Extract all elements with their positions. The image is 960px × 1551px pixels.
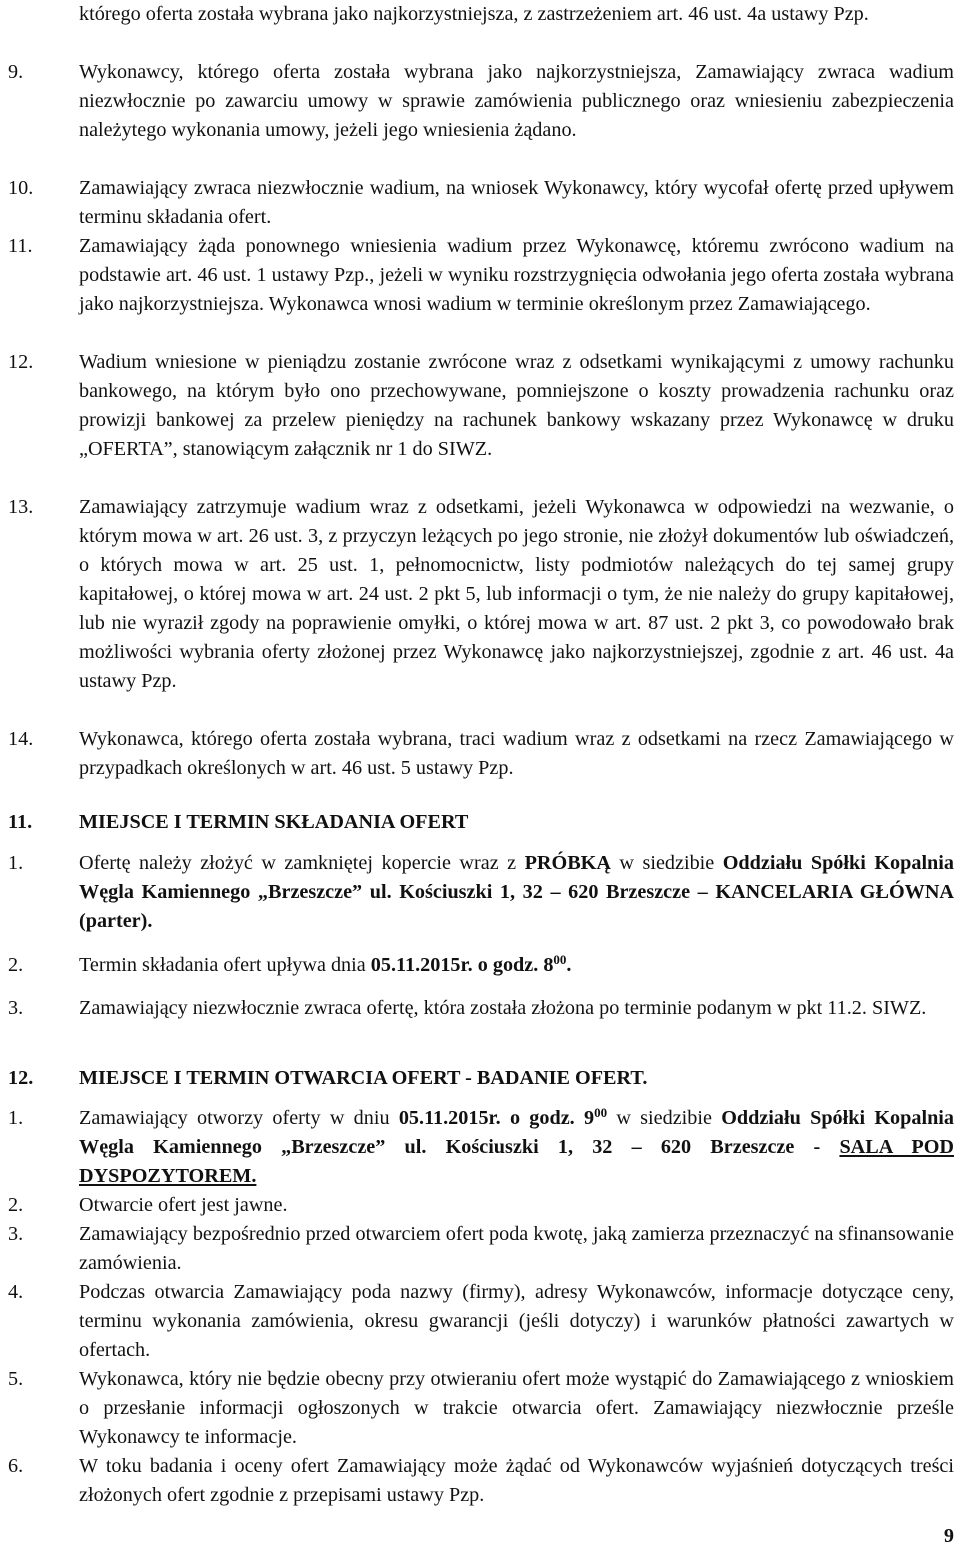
list-item: [0, 1104, 954, 1191]
item-text: [79, 1104, 954, 1191]
list-item: [0, 1278, 954, 1365]
list-item: [0, 1365, 954, 1452]
item-number: 2.: [8, 954, 24, 976]
item-number: 9.: [8, 61, 24, 83]
item-text: Otwarcie ofert jest jawne.: [79, 1194, 288, 1216]
item-number: 2.: [8, 1194, 24, 1216]
item-number: 10.: [8, 177, 34, 199]
superscript: 00: [594, 1105, 608, 1120]
list-item: [0, 493, 954, 696]
item-number: 11.: [8, 235, 33, 257]
bold-run: Oddziału Spółki Kopalnia Węgla Kamiennego „Brzeszcze” ul. Kościuszki 1, 32 – 620 Brzeszcze – KANCELARIA GŁÓWNA (parter).: [79, 852, 954, 932]
item-text: Zamawiający zatrzymuje wadium wraz z odsetkami, jeżeli Wykonawca w odpowiedzi na wezwanie, o którym mowa w art. 26 ust. 3, z przyczyn leżących po jego stronie, nie złożył dokumentów lub oświadczeń, o których mowa w art. 25 ust. 1, pełnomocnictw, listy podmiotów należących do tej samej grupy kapitałowej, o której mowa w art. 24 ust. 2 pkt 5, lub informacji o tym, że nie należy do grupy kapitałowej, lub nie wyraził zgody na poprawienie omyłki, o której mowa w art. 87 ust. 2 pkt 3, co powodowało brak możliwości wybrania oferty złożonej przez Wykonawcę jako najkorzystniejszej, zgodnie z art. 46 ust. 4a ustawy Pzp.: [79, 496, 954, 692]
text-run: Ofertę należy złożyć w zamkniętej kopercie wraz z: [79, 852, 525, 874]
list-item: [0, 1191, 954, 1220]
list-item: [0, 1452, 954, 1510]
bold-run: Oddziału Spółki Kopalnia Węgla Kamiennego „Brzeszcze” ul. Kościuszki 1, 32 – 620 Brzeszcze -: [79, 1107, 954, 1158]
paragraph-text: którego oferta została wybrana jako najkorzystniejsza, z zastrzeżeniem art. 46 ust. 4a ustawy Pzp.: [79, 3, 869, 25]
section-heading: [8, 808, 468, 837]
text-run: w siedzibie: [607, 1107, 722, 1129]
list-item: [0, 348, 954, 464]
item-number: 5.: [8, 1368, 24, 1390]
page-number: 9: [943, 1525, 954, 1547]
list-item: [0, 174, 954, 232]
bold-run: PRÓBKĄ: [524, 852, 611, 874]
item-number: 14.: [8, 728, 34, 750]
item-text: Wykonawca, który nie będzie obecny przy otwieraniu ofert może wystąpić do Zamawiającego z wnioskiem o przesłanie informacji ogłoszonych w trakcie otwarcia ofert. Zamawiający niezwłocznie prześle Wykonawcy te informacje.: [79, 1368, 954, 1448]
item-text: Wykonawca, którego oferta została wybrana, traci wadium wraz z odsetkami na rzecz Zamawiającego w przypadkach określonych w art. 46 ust. 5 ustawy Pzp.: [79, 728, 954, 779]
text-run: Zamawiający otworzy oferty w dniu: [79, 1107, 399, 1129]
section-number: 12.: [8, 1067, 34, 1089]
item-text: Zamawiający niezwłocznie zwraca ofertę, która została złożona po terminie podanym w pkt 11.2. SIWZ.: [79, 997, 927, 1019]
list-item: [0, 58, 954, 145]
item-text: Wykonawcy, którego oferta została wybrana jako najkorzystniejsza, Zamawiający zwraca wadium niezwłocznie po zawarciu umowy w sprawie zamówienia publicznego oraz wniesieniu zabezpieczenia należytego wykonania umowy, jeżeli jego wniesienia żądano.: [79, 61, 954, 141]
superscript: 00: [553, 952, 567, 967]
item-number: 1.: [8, 1107, 24, 1129]
list-item: [0, 994, 954, 1023]
item-text: [79, 849, 954, 936]
section-number: 11.: [8, 811, 33, 833]
item-text: [79, 951, 954, 980]
bold-run: 05.11.2015r. o godz. 9: [398, 1107, 595, 1129]
underlined-run: SALA POD DYSPOZYTOREM.: [79, 1136, 954, 1187]
section-title: MIEJSCE I TERMIN SKŁADANIA OFERT: [79, 811, 469, 833]
text-run: Termin składania ofert upływa dnia: [79, 954, 371, 976]
item-number: 4.: [8, 1281, 24, 1303]
item-number: 3.: [8, 1223, 24, 1245]
item-number: 12.: [8, 351, 34, 373]
list-item: [0, 725, 954, 783]
list-item: [0, 951, 954, 980]
item-text: W toku badania i oceny ofert Zamawiający może żądać od Wykonawców wyjaśnień dotyczących treści złożonych ofert zgodnie z przepisami ustawy Pzp.: [79, 1455, 954, 1506]
item-number: 3.: [8, 997, 24, 1019]
item-number: 6.: [8, 1455, 24, 1477]
item-text: Wadium wniesione w pieniądzu zostanie zwrócone wraz z odsetkami wynikającymi z umowy rachunku bankowego, na którym było ono przechowywane, pomniejszone o koszty prowadzenia rachunku oraz prowizji bankowej za przelew pieniędzy na rachunek bankowy wskazany przez Wykonawcę w druku „OFERTA”, stanowiącym załącznik nr 1 do SIWZ.: [79, 351, 954, 460]
text-run: w siedzibie: [610, 852, 723, 874]
list-item: [0, 232, 954, 319]
list-item: [0, 1220, 954, 1278]
item-number: 1.: [8, 852, 24, 874]
continuation-paragraph: [79, 0, 954, 29]
section-heading: [8, 1064, 647, 1093]
item-text: Zamawiający żąda ponownego wniesienia wadium przez Wykonawcę, któremu zwrócono wadium na podstawie art. 46 ust. 1 ustawy Pzp., jeżeli w wyniku rozstrzygnięcia odwołania jego oferta została wybrana jako najkorzystniejsza. Wykonawca wnosi wadium w terminie określonym przez Zamawiającego.: [79, 235, 954, 315]
item-number: 13.: [8, 496, 34, 518]
item-text: Zamawiający bezpośrednio przed otwarciem ofert poda kwotę, jaką zamierza przeznaczyć na sfinansowanie zamówienia.: [79, 1223, 954, 1274]
section-title: MIEJSCE I TERMIN OTWARCIA OFERT - BADANIE OFERT.: [79, 1067, 648, 1089]
list-item: [0, 849, 954, 936]
bold-run: 05.11.2015r.: [370, 954, 473, 976]
item-text: Podczas otwarcia Zamawiający poda nazwy (firmy), adresy Wykonawców, informacje dotyczące ceny, terminu wykonania zamówienia, okresu gwarancji (jeśli dotyczy) i warunków płatności zawartych w ofertach.: [79, 1281, 954, 1361]
bold-run: o godz. 8: [472, 954, 554, 976]
item-text: Zamawiający zwraca niezwłocznie wadium, na wniosek Wykonawcy, który wycofał ofertę przed upływem terminu składania ofert.: [79, 177, 954, 228]
bold-run: .: [566, 954, 572, 976]
